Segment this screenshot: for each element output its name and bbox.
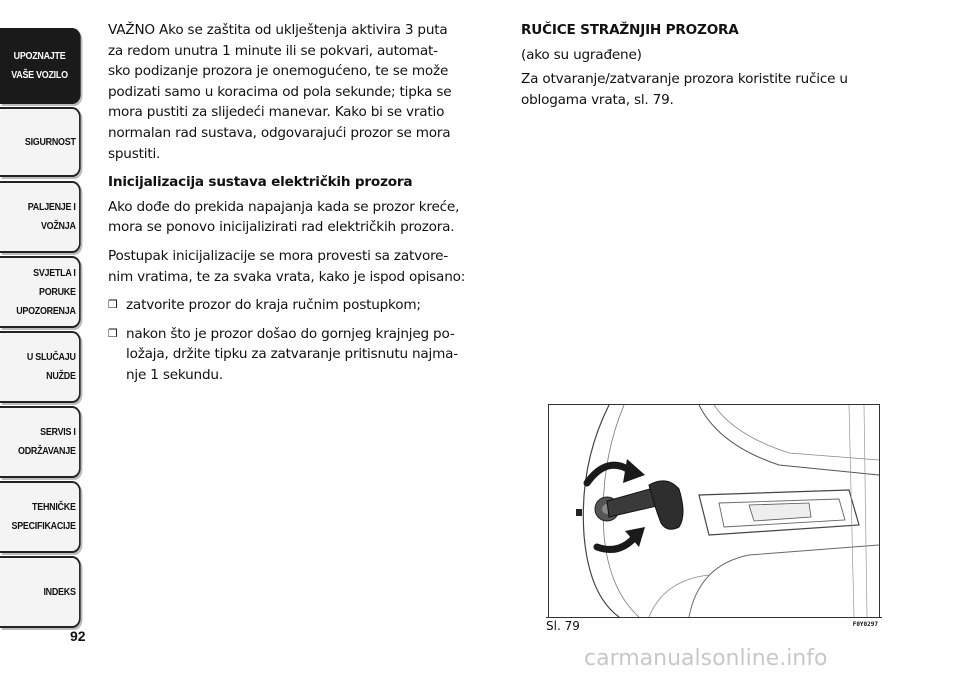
paragraph <box>521 69 911 110</box>
subtitle: (ako su ugrađene) <box>521 46 642 63</box>
window-crank-illustration <box>549 405 879 617</box>
tab-label-line1: INDEKS <box>43 585 76 598</box>
tab-label-line2: NUŽDE <box>46 370 76 382</box>
tab-paljenje-i-voznja[interactable] <box>0 181 81 253</box>
paragraph <box>108 246 498 287</box>
text-line: spustiti. <box>108 145 161 162</box>
tab-u-slucaju-nuzde[interactable] <box>0 331 81 403</box>
list-item-text <box>126 324 498 386</box>
tab-servis-i-odrzavanje[interactable] <box>0 406 81 478</box>
watermark: carmanualsonline.info <box>584 646 828 671</box>
text-line: za redom unutra 1 minute ili se pokvari, automat- <box>108 42 438 59</box>
text-line: oblogama vrata, sl. 79. <box>521 91 674 108</box>
tab-label-line2: UPOZORENJA <box>16 304 76 317</box>
checkbox-bullet-icon: ❒ <box>108 298 118 312</box>
right-column <box>521 20 911 118</box>
text-line: sko podizanje prozora je onemogućeno, te se može <box>108 63 449 80</box>
tab-label-line1: TEHNIČKE <box>32 501 76 513</box>
text-line: mora pustiti za slijedeći manevar. Kako bi se vratio <box>108 104 445 121</box>
section-heading: Inicijalizacija sustava električkih prozora <box>108 174 413 191</box>
text-line: nakon što je prozor došao do gornjeg krajnjeg po- <box>126 325 455 342</box>
list-item-text: zatvorite prozor do kraja ručnim postupkom; <box>126 297 421 314</box>
text-line: nim vratima, te za svaka vrata, kako je ispod opisano: <box>108 268 466 285</box>
tab-label-line1: PALJENJE I <box>27 201 76 213</box>
figure-label: Sl. 79 <box>546 619 580 633</box>
list-item <box>108 295 498 316</box>
chapter-tabs <box>0 0 100 640</box>
tab-svjetla-i-poruke-upozorenja[interactable] <box>0 256 81 328</box>
tab-label-line2: ODRŽAVANJE <box>18 445 76 457</box>
figure-code: F0Y0297 <box>852 621 878 628</box>
left-column <box>108 20 498 394</box>
text-line: podizati samo u koracima od pola sekunde; tipka se <box>108 83 452 100</box>
text-line: Postupak inicijalizacije se mora provesti sa zatvore- <box>108 247 449 264</box>
tab-upoznajte-vase-vozilo[interactable] <box>0 28 81 104</box>
figure-window-handle <box>548 404 880 618</box>
text-line: Ako dođe do prekida napajanja kada se prozor kreće, <box>108 198 460 215</box>
tab-sigurnost[interactable] <box>0 107 81 177</box>
text-line: mora se ponovo inicijalizirati rad električkih prozora. <box>108 219 455 236</box>
paragraph <box>108 197 498 238</box>
text-line: VAŽNO Ako se zaštita od uklještenja aktivira 3 puta <box>108 22 448 38</box>
text-line: nje 1 sekundu. <box>126 366 223 383</box>
tab-label-line1: SIGURNOST <box>24 135 76 148</box>
tab-label-line2: VAŠE VOZILO <box>11 69 68 81</box>
section-heading: RUČICE STRAŽNJIH PROZORA <box>521 22 739 38</box>
text-line: normalan rad sustava, odgovarajući prozor se mora <box>108 124 451 141</box>
tab-tehnicke-specifikacije[interactable] <box>0 481 81 553</box>
tab-label-line1: UPOZNAJTE <box>13 50 66 62</box>
tab-label-line1: SVJETLA I PORUKE <box>33 266 76 298</box>
figure-caption <box>546 617 882 633</box>
page-number: 92 <box>70 628 86 644</box>
tab-label-line2: VOŽNJA <box>40 220 76 232</box>
important-note <box>108 20 498 164</box>
tab-label-line1: U SLUČAJU <box>26 351 76 363</box>
checkbox-bullet-icon: ❒ <box>108 326 118 340</box>
list-item <box>108 324 498 386</box>
text-line: ložaja, držite tipku za zatvaranje pritisnutu najma- <box>126 346 459 363</box>
tab-indeks[interactable] <box>0 556 81 628</box>
text-line: Za otvaranje/zatvaranje prozora koristite ručice u <box>521 71 848 88</box>
tab-label-line1: SERVIS I <box>40 426 76 438</box>
tab-label-line2: SPECIFIKACIJE <box>11 520 76 532</box>
